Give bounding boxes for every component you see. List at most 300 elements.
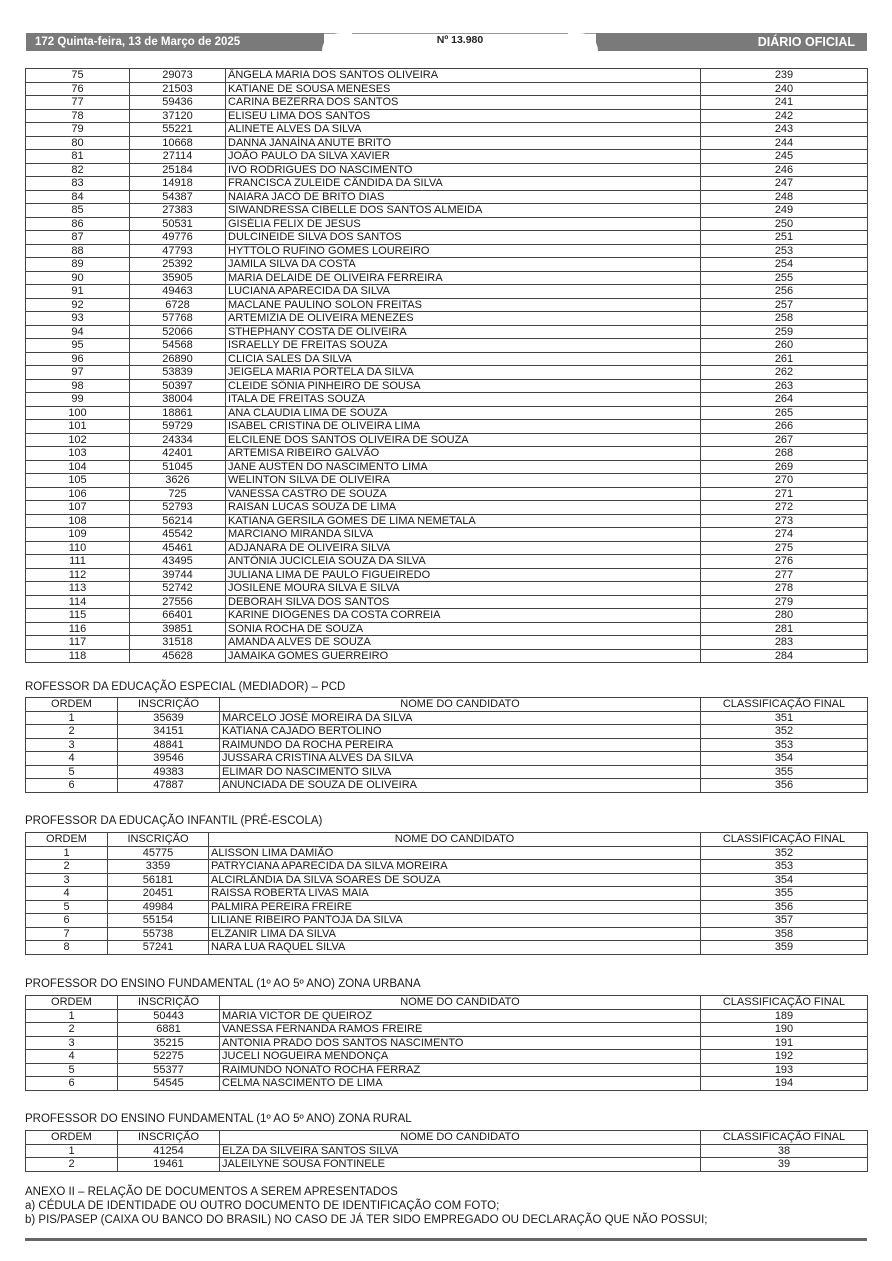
classificacao-cell: 243: [701, 123, 868, 137]
nome-cell: CELMA NASCIMENTO DE LIMA: [220, 1077, 701, 1091]
inscricao-cell: 29073: [130, 69, 226, 83]
nome-cell: JULIANA LIMA DE PAULO FIGUEIREDO: [226, 568, 701, 582]
inscricao-cell: 37120: [130, 109, 226, 123]
table-row: [26, 487, 868, 501]
ordem-cell: 100: [26, 406, 130, 420]
inscricao-cell: 25392: [130, 258, 226, 272]
ordem-cell: 8: [26, 941, 108, 955]
ordem-cell: 90: [26, 271, 130, 285]
annex-item-b: b) PIS/PASEP (CAIXA OU BANCO DO BRASIL) NO CASO DE JÁ TER SIDO EMPREGADO OU DECLARAÇÃO QUE NÃO POSSUI;: [25, 1214, 708, 1226]
inscricao-cell: 49383: [118, 765, 220, 779]
ordem-cell: 87: [26, 231, 130, 245]
classification-table-especial: [25, 697, 868, 793]
classificacao-cell: 277: [701, 568, 868, 582]
table-row: [26, 204, 868, 218]
table-header-row: [26, 833, 868, 847]
ordem-cell: 75: [26, 69, 130, 83]
table-row: [26, 298, 868, 312]
ordem-cell: 6: [26, 1077, 118, 1091]
inscricao-cell: 35905: [130, 271, 226, 285]
inscricao-cell: 39744: [130, 568, 226, 582]
inscricao-cell: 27556: [130, 595, 226, 609]
inscricao-cell: 45461: [130, 541, 226, 555]
table-row: [26, 514, 868, 528]
ordem-cell: 89: [26, 258, 130, 272]
table-row: [26, 177, 868, 191]
inscricao-cell: 725: [130, 487, 226, 501]
table-row: [26, 271, 868, 285]
nome-cell: PALMIRA PEREIRA FREIRE: [209, 900, 701, 914]
classificacao-cell: 266: [701, 420, 868, 434]
classificacao-header: CLASSIFICAÇÃO FINAL: [701, 698, 868, 712]
inscricao-cell: 59729: [130, 420, 226, 434]
classificacao-cell: 275: [701, 541, 868, 555]
classificacao-cell: 263: [701, 379, 868, 393]
table-row: [26, 501, 868, 515]
classificacao-cell: 272: [701, 501, 868, 515]
annex-item-a: a) CÉDULA DE IDENTIDADE OU OUTRO DOCUMENTO DE IDENTIFICAÇÃO COM FOTO;: [25, 1200, 500, 1212]
table-row: [26, 96, 868, 110]
page-header: [26, 33, 867, 51]
table-row: [26, 900, 868, 914]
classificacao-cell: 278: [701, 582, 868, 596]
classificacao-cell: 246: [701, 163, 868, 177]
ordem-cell: 7: [26, 927, 108, 941]
nome-cell: RAIMUNDO NONATO ROCHA FERRAZ: [220, 1063, 701, 1077]
classificacao-cell: 284: [701, 649, 868, 663]
table-row: [26, 860, 868, 874]
table-row: [26, 136, 868, 150]
table-row: [26, 765, 868, 779]
classificacao-cell: 355: [701, 765, 868, 779]
table-row: [26, 460, 868, 474]
inscricao-cell: 57768: [130, 312, 226, 326]
header-publication-name: DIÁRIO OFICIAL: [757, 35, 855, 49]
ordem-header: ORDEM: [26, 833, 108, 847]
nome-cell: VANESSA CASTRO DE SOUZA: [226, 487, 701, 501]
nome-cell: GISÉLIA FELIX DE JESUS: [226, 217, 701, 231]
classificacao-cell: 241: [701, 96, 868, 110]
inscricao-cell: 47887: [118, 779, 220, 793]
inscricao-cell: 50397: [130, 379, 226, 393]
classificacao-cell: 239: [701, 69, 868, 83]
classificacao-header: CLASSIFICAÇÃO FINAL: [701, 1131, 868, 1145]
inscricao-cell: 55154: [108, 914, 209, 928]
nome-cell: HYTTOLO RUFINO GOMES LOUREIRO: [226, 244, 701, 258]
classificacao-cell: 257: [701, 298, 868, 312]
ordem-cell: 94: [26, 325, 130, 339]
ordem-cell: 88: [26, 244, 130, 258]
classificacao-cell: 270: [701, 474, 868, 488]
classificacao-cell: 256: [701, 285, 868, 299]
nome-cell: KATIANA CAJADO BERTOLINO: [220, 725, 701, 739]
nome-cell: JOSILENE MOURA SILVA E SILVA: [226, 582, 701, 596]
table-row: [26, 622, 868, 636]
inscricao-cell: 20451: [108, 887, 209, 901]
ordem-cell: 4: [26, 752, 118, 766]
classificacao-header: CLASSIFICAÇÃO FINAL: [701, 833, 868, 847]
ordem-cell: 113: [26, 582, 130, 596]
inscricao-cell: 54568: [130, 339, 226, 353]
inscricao-cell: 3626: [130, 474, 226, 488]
inscricao-cell: 3359: [108, 860, 209, 874]
nome-cell: NAIARA JACÓ DE BRITO DIAS: [226, 190, 701, 204]
nome-cell: MARCIANO MIRANDA SILVA: [226, 528, 701, 542]
ordem-cell: 6: [26, 779, 118, 793]
nome-cell: WELINTON SILVA DE OLIVEIRA: [226, 474, 701, 488]
nome-cell: AMANDA ALVES DE SOUZA: [226, 636, 701, 650]
nome-cell: JUCELI NOGUEIRA MENDONÇA: [220, 1050, 701, 1064]
table-row: [26, 1036, 868, 1050]
ordem-cell: 4: [26, 1050, 118, 1064]
classificacao-cell: 191: [701, 1036, 868, 1050]
table-row: [26, 379, 868, 393]
inscricao-cell: 54545: [118, 1077, 220, 1091]
classificacao-cell: 267: [701, 433, 868, 447]
ordem-cell: 84: [26, 190, 130, 204]
table-row: [26, 636, 868, 650]
table-row: [26, 258, 868, 272]
section-title-rural: PROFESSOR DO ENSINO FUNDAMENTAL (1º AO 5º ANO) ZONA RURAL: [25, 1113, 412, 1125]
nome-cell: DANNA JANAÍNA ANUTE BRITO: [226, 136, 701, 150]
inscricao-cell: 31518: [130, 636, 226, 650]
inscricao-cell: 35215: [118, 1036, 220, 1050]
classificacao-cell: 353: [701, 860, 868, 874]
ordem-cell: 3: [26, 1036, 118, 1050]
classification-table-continued: [25, 68, 868, 663]
classificacao-cell: 250: [701, 217, 868, 231]
section-title-urbana: PROFESSOR DO ENSINO FUNDAMENTAL (1º AO 5º ANO) ZONA URBANA: [25, 978, 421, 990]
ordem-cell: 6: [26, 914, 108, 928]
ordem-cell: 103: [26, 447, 130, 461]
nome-cell: ITALA DE FREITAS SOUZA: [226, 393, 701, 407]
classificacao-cell: 359: [701, 941, 868, 955]
inscricao-cell: 38004: [130, 393, 226, 407]
nome-cell: LUCIANA APARECIDA DA SILVA: [226, 285, 701, 299]
classificacao-cell: 245: [701, 150, 868, 164]
ordem-cell: 97: [26, 366, 130, 380]
nome-cell: ELIMAR DO NASCIMENTO SILVA: [220, 765, 701, 779]
classificacao-header: CLASSIFICAÇÃO FINAL: [701, 996, 868, 1010]
ordem-cell: 106: [26, 487, 130, 501]
ordem-cell: 107: [26, 501, 130, 515]
ordem-cell: 93: [26, 312, 130, 326]
classificacao-cell: 254: [701, 258, 868, 272]
nome-cell: SONIA ROCHA DE SOUZA: [226, 622, 701, 636]
table-row: [26, 1023, 868, 1037]
nome-cell: STHEPHANY COSTA DE OLIVEIRA: [226, 325, 701, 339]
table-row: [26, 649, 868, 663]
ordem-cell: 2: [26, 1158, 118, 1172]
inscricao-cell: 50443: [118, 1009, 220, 1023]
nome-cell: ALINETE ALVES DA SILVA: [226, 123, 701, 137]
ordem-cell: 3: [26, 738, 118, 752]
ordem-cell: 83: [26, 177, 130, 191]
nome-cell: ADJANARA DE OLIVEIRA SILVA: [226, 541, 701, 555]
table-row: [26, 541, 868, 555]
inscricao-cell: 21503: [130, 82, 226, 96]
section-title-especial: ROFESSOR DA EDUCAÇÃO ESPECIAL (MEDIADOR) – PCD: [25, 681, 346, 693]
classificacao-cell: 357: [701, 914, 868, 928]
inscricao-cell: 51045: [130, 460, 226, 474]
classificacao-cell: 190: [701, 1023, 868, 1037]
classificacao-cell: 276: [701, 555, 868, 569]
classificacao-cell: 354: [701, 873, 868, 887]
table-row: [26, 123, 868, 137]
classificacao-cell: 242: [701, 109, 868, 123]
nome-cell: ANA CLAUDIA LIMA DE SOUZA: [226, 406, 701, 420]
ordem-cell: 117: [26, 636, 130, 650]
classificacao-cell: 352: [701, 846, 868, 860]
classificacao-cell: 193: [701, 1063, 868, 1077]
inscricao-header: INSCRIÇÃO: [118, 698, 220, 712]
inscricao-cell: 56214: [130, 514, 226, 528]
classificacao-cell: 264: [701, 393, 868, 407]
nome-cell: JAMAIKA GOMES GUERREIRO: [226, 649, 701, 663]
table-row: [26, 420, 868, 434]
classificacao-cell: 269: [701, 460, 868, 474]
nome-cell: JANE AUSTEN DO NASCIMENTO LIMA: [226, 460, 701, 474]
classificacao-cell: 244: [701, 136, 868, 150]
header-edition-number: Nº 13.980: [436, 34, 484, 46]
inscricao-cell: 19461: [118, 1158, 220, 1172]
nome-header: NOME DO CANDIDATO: [220, 698, 701, 712]
footer-rule: [25, 1238, 867, 1241]
ordem-cell: 1: [26, 846, 108, 860]
inscricao-cell: 49463: [130, 285, 226, 299]
table-header-row: [26, 698, 868, 712]
table-row: [26, 711, 868, 725]
ordem-cell: 3: [26, 873, 108, 887]
ordem-cell: 98: [26, 379, 130, 393]
classificacao-cell: 358: [701, 927, 868, 941]
inscricao-cell: 53839: [130, 366, 226, 380]
nome-header: NOME DO CANDIDATO: [220, 1131, 701, 1145]
inscricao-header: INSCRIÇÃO: [118, 1131, 220, 1145]
ordem-cell: 86: [26, 217, 130, 231]
ordem-cell: 78: [26, 109, 130, 123]
ordem-cell: 114: [26, 595, 130, 609]
nome-cell: RAISSA ROBERTA LIVAS MAIA: [209, 887, 701, 901]
inscricao-cell: 52066: [130, 325, 226, 339]
ordem-cell: 77: [26, 96, 130, 110]
inscricao-cell: 41254: [118, 1144, 220, 1158]
table-row: [26, 779, 868, 793]
ordem-cell: 85: [26, 204, 130, 218]
inscricao-cell: 39851: [130, 622, 226, 636]
classificacao-cell: 240: [701, 82, 868, 96]
nome-cell: LILIANE RIBEIRO PANTOJA DA SILVA: [209, 914, 701, 928]
table-row: [26, 447, 868, 461]
nome-header: NOME DO CANDIDATO: [209, 833, 701, 847]
table-row: [26, 352, 868, 366]
classificacao-cell: 355: [701, 887, 868, 901]
table-row: [26, 163, 868, 177]
ordem-cell: 5: [26, 900, 108, 914]
ordem-cell: 5: [26, 1063, 118, 1077]
table-row: [26, 1009, 868, 1023]
classificacao-cell: 273: [701, 514, 868, 528]
inscricao-cell: 45775: [108, 846, 209, 860]
ordem-cell: 102: [26, 433, 130, 447]
ordem-cell: 109: [26, 528, 130, 542]
table-row: [26, 914, 868, 928]
classificacao-cell: 189: [701, 1009, 868, 1023]
classificacao-cell: 265: [701, 406, 868, 420]
classification-table-urbana: [25, 995, 868, 1091]
ordem-cell: 81: [26, 150, 130, 164]
nome-cell: CLICIA SALES DA SILVA: [226, 352, 701, 366]
nome-cell: ELCILENE DOS SANTOS OLIVEIRA DE SOUZA: [226, 433, 701, 447]
table-header-row: [26, 1131, 868, 1145]
classificacao-cell: 354: [701, 752, 868, 766]
annex-title: ANEXO II – RELAÇÃO DE DOCUMENTOS A SEREM APRESENTADOS: [25, 1186, 398, 1198]
classificacao-cell: 247: [701, 177, 868, 191]
nome-cell: KATIANA GERSILA GOMES DE LIMA NEMETALA: [226, 514, 701, 528]
ordem-cell: 1: [26, 1009, 118, 1023]
table-row: [26, 312, 868, 326]
ordem-cell: 112: [26, 568, 130, 582]
classificacao-cell: 283: [701, 636, 868, 650]
nome-cell: JUSSARA CRISTINA ALVES DA SILVA: [220, 752, 701, 766]
table-row: [26, 244, 868, 258]
classificacao-cell: 39: [701, 1158, 868, 1172]
table-row: [26, 846, 868, 860]
inscricao-cell: 24334: [130, 433, 226, 447]
table-row: [26, 150, 868, 164]
nome-cell: VANESSA FERNANDA RAMOS FREIRE: [220, 1023, 701, 1037]
ordem-cell: 99: [26, 393, 130, 407]
inscricao-cell: 49776: [130, 231, 226, 245]
inscricao-cell: 55738: [108, 927, 209, 941]
table-row: [26, 1158, 868, 1172]
section-title-infantil: PROFESSOR DA EDUCAÇÃO INFANTIL (PRÉ-ESCOLA): [25, 815, 323, 827]
inscricao-cell: 6881: [118, 1023, 220, 1037]
inscricao-cell: 47793: [130, 244, 226, 258]
table-row: [26, 609, 868, 623]
inscricao-cell: 10668: [130, 136, 226, 150]
inscricao-cell: 55221: [130, 123, 226, 137]
classificacao-cell: 249: [701, 204, 868, 218]
nome-cell: ISRAELLY DE FREITAS SOUZA: [226, 339, 701, 353]
nome-cell: CLEIDE SÔNIA PINHEIRO DE SOUSA: [226, 379, 701, 393]
ordem-cell: 80: [26, 136, 130, 150]
inscricao-cell: 54387: [130, 190, 226, 204]
classificacao-cell: 253: [701, 244, 868, 258]
nome-cell: RAISAN LUCAS SOUZA DE LIMA: [226, 501, 701, 515]
table-row: [26, 339, 868, 353]
nome-cell: MARIA VICTOR DE QUEIROZ: [220, 1009, 701, 1023]
nome-cell: DEBORAH SILVA DOS SANTOS: [226, 595, 701, 609]
ordem-cell: 76: [26, 82, 130, 96]
inscricao-cell: 50531: [130, 217, 226, 231]
ordem-cell: 118: [26, 649, 130, 663]
nome-cell: ISABEL CRISTINA DE OLIVEIRA LIMA: [226, 420, 701, 434]
nome-cell: ELZA DA SILVEIRA SANTOS SILVA: [220, 1144, 701, 1158]
ordem-header: ORDEM: [26, 698, 118, 712]
inscricao-cell: 26890: [130, 352, 226, 366]
ordem-cell: 82: [26, 163, 130, 177]
ordem-cell: 4: [26, 887, 108, 901]
nome-cell: ÂNGELA MARIA DOS SANTOS OLIVEIRA: [226, 69, 701, 83]
inscricao-cell: 39546: [118, 752, 220, 766]
table-row: [26, 738, 868, 752]
ordem-cell: 101: [26, 420, 130, 434]
table-row: [26, 582, 868, 596]
table-row: [26, 887, 868, 901]
nome-cell: ANTONIA PRADO DOS SANTOS NASCIMENTO: [220, 1036, 701, 1050]
nome-cell: FRANCISCA ZULEIDE CÂNDIDA DA SILVA: [226, 177, 701, 191]
ordem-cell: 116: [26, 622, 130, 636]
nome-cell: ELISEU LIMA DOS SANTOS: [226, 109, 701, 123]
ordem-cell: 96: [26, 352, 130, 366]
classificacao-cell: 258: [701, 312, 868, 326]
ordem-cell: 110: [26, 541, 130, 555]
table-row: [26, 393, 868, 407]
nome-cell: ALISSON LIMA DAMIÃO: [209, 846, 701, 860]
nome-cell: MARCELO JOSÉ MOREIRA DA SILVA: [220, 711, 701, 725]
table-row: [26, 231, 868, 245]
inscricao-cell: 52275: [118, 1050, 220, 1064]
inscricao-cell: 18861: [130, 406, 226, 420]
ordem-cell: 2: [26, 1023, 118, 1037]
table-row: [26, 927, 868, 941]
classificacao-cell: 356: [701, 900, 868, 914]
nome-cell: JALEILYNE SOUSA FONTINELE: [220, 1158, 701, 1172]
table-row: [26, 82, 868, 96]
ordem-cell: 91: [26, 285, 130, 299]
inscricao-cell: 34151: [118, 725, 220, 739]
nome-cell: ANUNCIADA DE SOUZA DE OLIVEIRA: [220, 779, 701, 793]
ordem-cell: 115: [26, 609, 130, 623]
classificacao-cell: 271: [701, 487, 868, 501]
table-row: [26, 725, 868, 739]
ordem-cell: 92: [26, 298, 130, 312]
classificacao-cell: 353: [701, 738, 868, 752]
table-row: [26, 217, 868, 231]
classificacao-cell: 268: [701, 447, 868, 461]
nome-cell: ALCIRLÂNDIA DA SILVA SOARES DE SOUZA: [209, 873, 701, 887]
table-row: [26, 1050, 868, 1064]
table-row: [26, 568, 868, 582]
nome-cell: ARTEMISA RIBEIRO GALVÃO: [226, 447, 701, 461]
classification-table-infantil: [25, 832, 868, 955]
inscricao-cell: 27383: [130, 204, 226, 218]
inscricao-cell: 25184: [130, 163, 226, 177]
classificacao-cell: 351: [701, 711, 868, 725]
inscricao-cell: 56181: [108, 873, 209, 887]
table-row: [26, 109, 868, 123]
classificacao-cell: 274: [701, 528, 868, 542]
nome-cell: JEIGELA MARIA PORTELA DA SILVA: [226, 366, 701, 380]
inscricao-cell: 52742: [130, 582, 226, 596]
inscricao-cell: 57241: [108, 941, 209, 955]
ordem-cell: 1: [26, 1144, 118, 1158]
table-row: [26, 1063, 868, 1077]
table-row: [26, 366, 868, 380]
inscricao-cell: 52793: [130, 501, 226, 515]
table-row: [26, 595, 868, 609]
table-row: [26, 433, 868, 447]
nome-header: NOME DO CANDIDATO: [220, 996, 701, 1010]
ordem-cell: 79: [26, 123, 130, 137]
classificacao-cell: 262: [701, 366, 868, 380]
classificacao-cell: 261: [701, 352, 868, 366]
classificacao-cell: 38: [701, 1144, 868, 1158]
table-row: [26, 474, 868, 488]
nome-cell: JAMILA SILVA DA COSTA: [226, 258, 701, 272]
ordem-cell: 5: [26, 765, 118, 779]
